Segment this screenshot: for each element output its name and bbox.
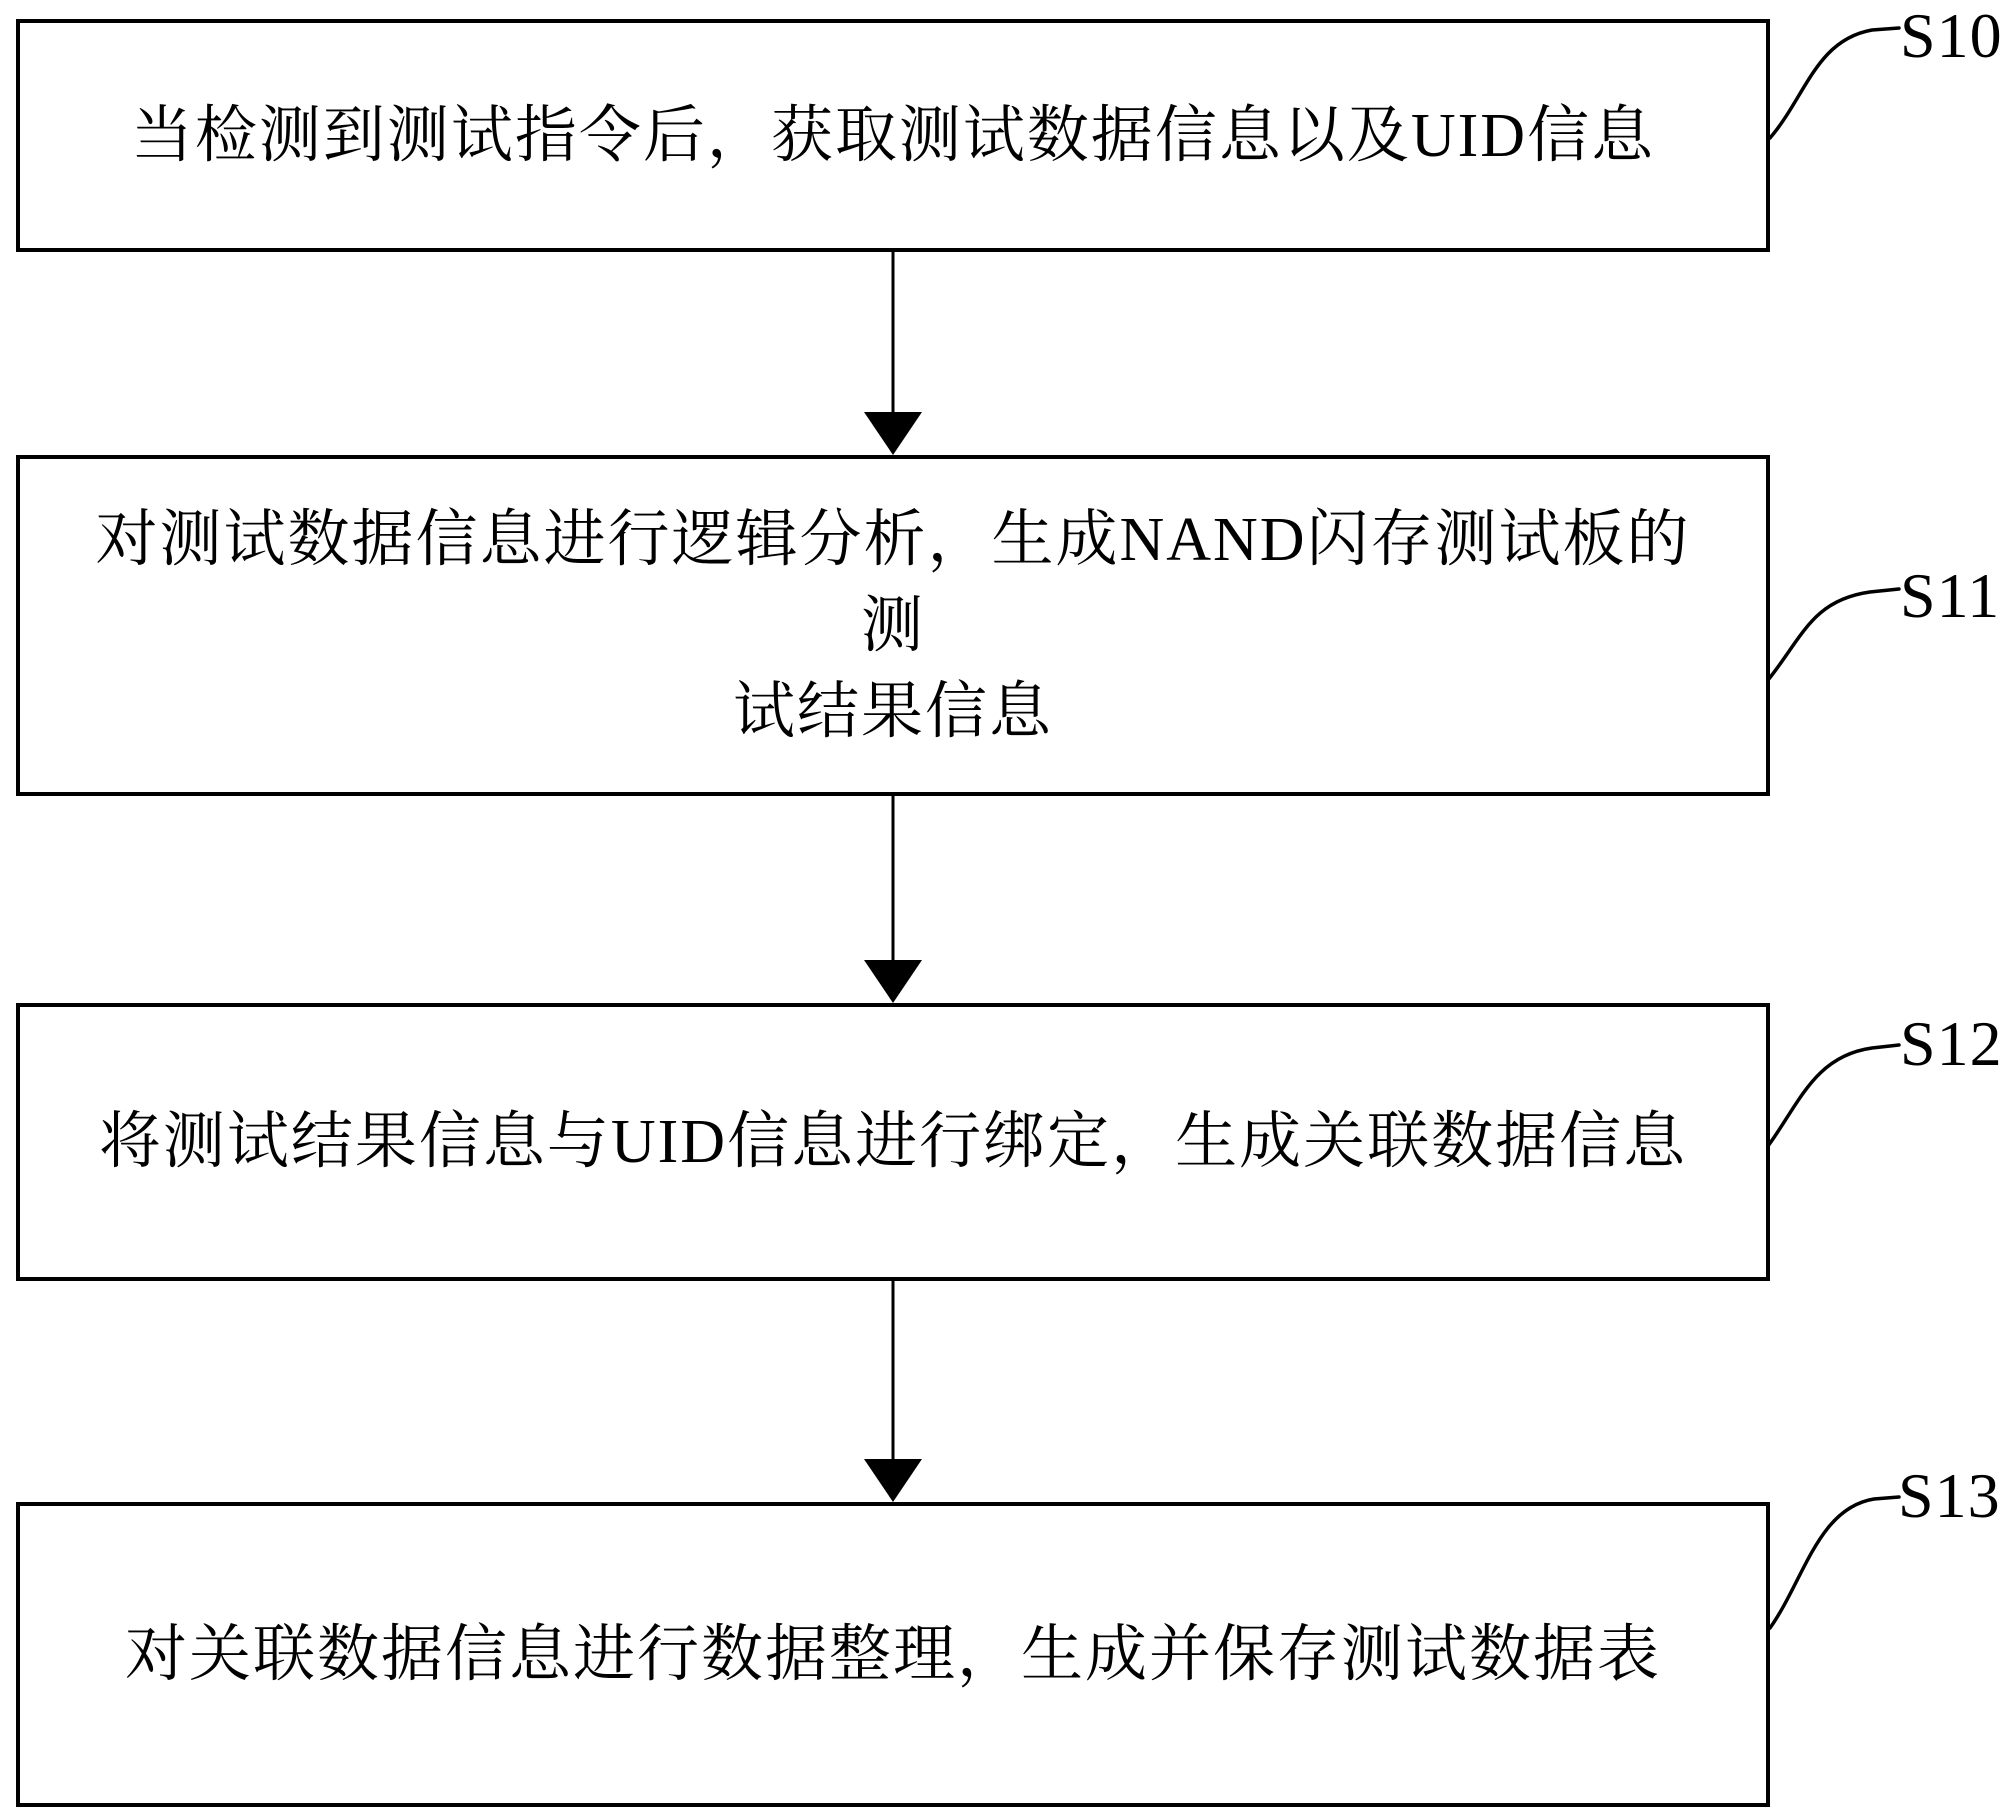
down-arrow-icon: [864, 1279, 922, 1502]
s10-connector-curve: [1770, 28, 1899, 138]
step-box-s11: [16, 455, 1770, 796]
s11-connector-curve: [1768, 589, 1899, 680]
s12-connector-curve: [1768, 1045, 1899, 1146]
down-arrow-icon: [864, 250, 922, 455]
step-text-s10: 当检测到测试指令后，获取测试数据信息以及UID信息: [130, 101, 1656, 170]
down-arrow-icon: [864, 794, 922, 1003]
step-text-s13: 对关联数据信息进行数据整理，生成并保存测试数据表: [124, 1620, 1661, 1689]
step-label-s13: S13: [1898, 1460, 2001, 1531]
step-label-s10: S10: [1900, 0, 2003, 71]
step-label-s12: S12: [1900, 1008, 2003, 1079]
step-label-s11: S11: [1900, 560, 2001, 631]
step-box-s10: [16, 19, 1770, 252]
step-box-s12: [16, 1003, 1770, 1281]
step-text-s12: 将测试结果信息与UID信息进行绑定，生成关联数据信息: [98, 1108, 1688, 1176]
step-text-s11: 对测试数据信息进行逻辑分析，生成NAND闪存测试板的测 试结果信息: [95, 505, 1691, 746]
s13-connector-curve: [1770, 1497, 1899, 1628]
step-box-s13: [16, 1502, 1770, 1807]
